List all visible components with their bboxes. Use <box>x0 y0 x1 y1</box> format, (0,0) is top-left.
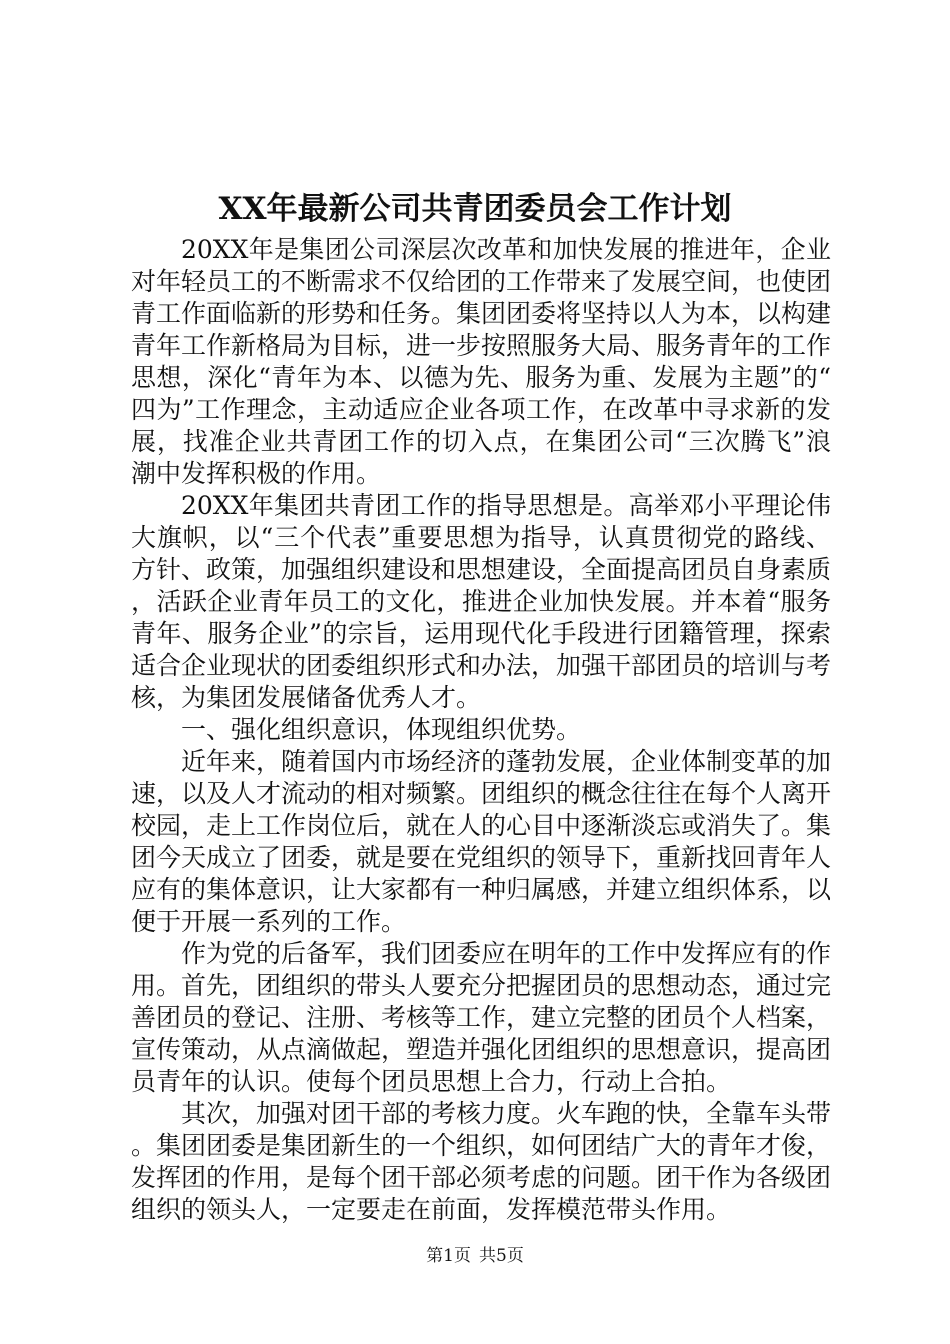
paragraph-organization: 近年来，随着国内市场经济的蓬勃发展，企业体制变革的加速，以及人才流动的相对频繁。团组织的概念往往在每个人离开校园，走上工作岗位后，就在人的心目中逐渐淡忘或消失了。集团今天成立了团委，就是要在党组织的领导下，重新找回青年人应有的集体意识，让大家都有一种归属感，并建立组织体系，以便于开展一系列的工作。 <box>131 747 832 936</box>
page-number: 第1页 <box>426 1246 471 1266</box>
page-footer <box>0 1244 950 1268</box>
document-body <box>131 234 831 1226</box>
document-title: XX年最新公司共青团委员会工作计划 <box>218 191 732 227</box>
paragraph-cadre-assessment: 其次，加强对团干部的考核力度。火车跑的快，全靠车头带。集团团委是集团新生的一个组织，如何团结广大的青年才俊，发挥团的作用，是每个团干部必须考虑的问题。团干作为各级团组织的领头人，一定要走在前面，发挥模范带头作用。 <box>131 1099 832 1224</box>
paragraph-reserve-army: 作为党的后备军，我们团委应在明年的工作中发挥应有的作用。首先，团组织的带头人要充分把握团员的思想动态，通过完善团员的登记、注册、考核等工作，建立完整的团员个人档案，宣传策动，从点滴做起，塑造并强化团组织的思想意识，提高团员青年的认识。使每个团员思想上合力，行动上合拍。 <box>131 939 832 1096</box>
section-heading-1: 一、强化组织意识，体现组织优势。 <box>181 715 582 744</box>
paragraph-intro: 20XX年是集团公司深层次改革和加快发展的推进年，企业对年轻员工的不断需求不仅给团的工作带来了发展空间，也使团青工作面临新的形势和任务。集团团委将坚持以人为本，以构建青年工作新格局为目标，进一步按照服务大局、服务青年的工作思想，深化“青年为本、以德为先、服务为重、发展为主题”的“四为”工作理念，主动适应企业各项工作，在改革中寻求新的发展，找准企业共青团工作的切入点，在集团公司“三次腾飞”浪潮中发挥积极的作用。 <box>131 235 832 488</box>
page-total: 共5页 <box>479 1246 524 1266</box>
paragraph-guiding-thought: 20XX年集团共青团工作的指导思想是。高举邓小平理论伟大旗帜，以“三个代表”重要思想为指导，认真贯彻党的路线、方针、政策，加强组织建设和思想建设，全面提高团员自身素质，活跃企业青年员工的文化，推进企业加快发展。并本着“服务青年、服务企业”的宗旨，运用现代化手段进行团籍管理，探索适合企业现状的团委组织形式和办法，加强干部团员的培训与考核，为集团发展储备优秀人才。 <box>131 491 832 712</box>
